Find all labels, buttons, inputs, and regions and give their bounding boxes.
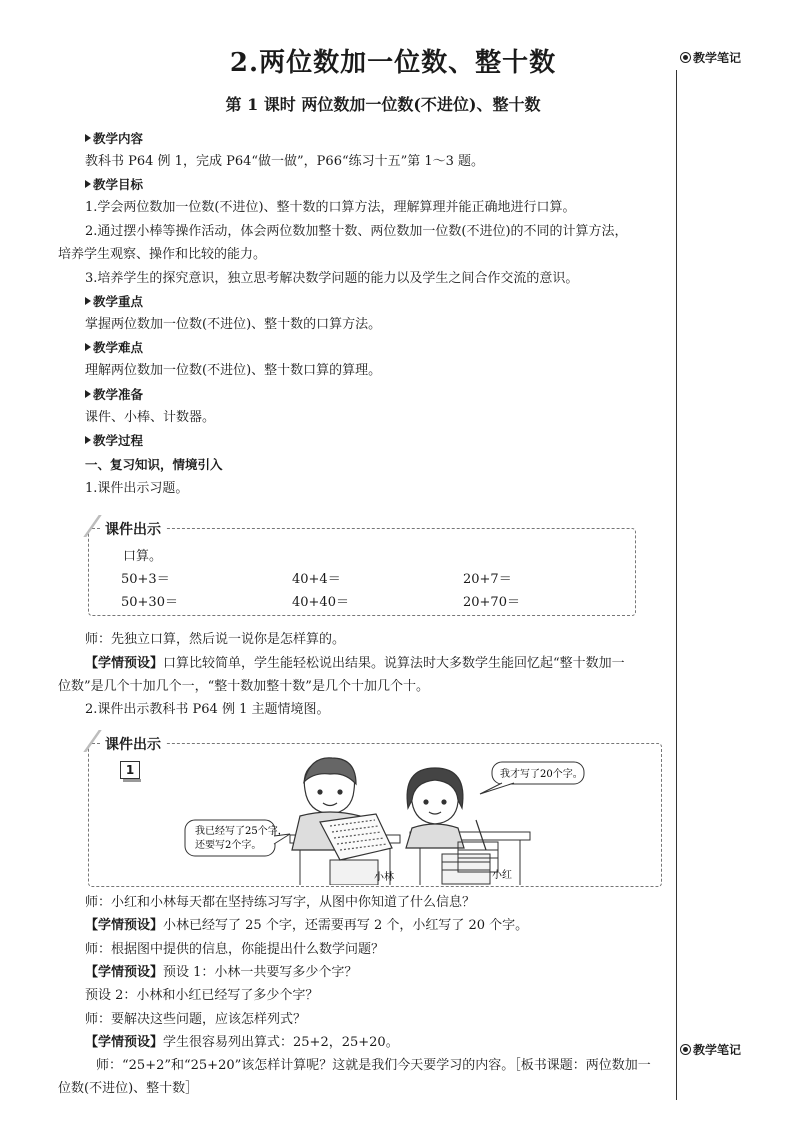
section-heading-review: 一、复习知识，情境引入: [85, 457, 223, 472]
oral-calc-item: 50+3＝: [121, 572, 170, 587]
triangle-bullet-icon: [85, 436, 91, 444]
text-line: 1.学会两位数加一位数(不进位)、整十数的口算方法，理解算理并能正确地进行口算。: [85, 200, 576, 215]
oral-calc-item: 40+4＝: [292, 572, 341, 587]
text-line: 教科书 P64 例 1，完成 P64“做一做”，P66“练习十五”第 1～3 题。: [85, 154, 485, 169]
oral-calc-item: 20+70＝: [463, 595, 520, 610]
courseware-tag: 课件出示: [101, 734, 165, 754]
side-note-label-top: 教学笔记: [680, 49, 741, 66]
triangle-bullet-icon: [85, 180, 91, 188]
text-line: 2.通过摆小棒等操作活动，体会两位数加整十数、两位数加一位数(不进位)的不同的计算方法，: [85, 224, 628, 239]
page-title: 2.两位数加一位数、整十数: [229, 48, 557, 78]
text-line: 师：先独立口算，然后说一说你是怎样算的。: [85, 632, 346, 647]
heading-content: 教学内容: [85, 129, 143, 149]
courseware-box-1: [88, 522, 636, 616]
text-line: 预设 2：小林和小红已经写了多少个字？: [85, 988, 319, 1003]
notes-column-divider: [676, 70, 677, 1100]
triangle-bullet-icon: [85, 134, 91, 142]
bubble-right-text: 我才写了20个字。: [500, 769, 583, 780]
text-line: 位数(不进位)、整十数］: [58, 1081, 199, 1096]
oral-calc-item: 20+7＝: [463, 572, 512, 587]
scene-illustration: [180, 750, 600, 885]
name-label-left: 小林: [374, 872, 394, 883]
heading-difficulties: 教学难点: [85, 338, 143, 358]
circle-bullet-icon: [680, 1044, 691, 1055]
text-line: 培养学生观察、操作和比较的能力。: [58, 247, 267, 262]
text-line: 3.培养学生的探究意识，独立思考解决数学问题的能力以及学生之间合作交流的意识。: [85, 271, 579, 286]
text-line: 师：根据图中提供的信息，你能提出什么数学问题？: [85, 942, 385, 957]
text-line: 2.课件出示教科书 P64 例 1 主题情境图。: [85, 702, 330, 717]
example-number: 1: [120, 761, 140, 779]
courseware-tag: 课件出示: [101, 519, 165, 539]
heading-preparation: 教学准备: [85, 385, 143, 405]
text-line: 【学情预设】小林已经写了 25 个字，还需要再写 2 个，小红写了 20 个字。: [85, 918, 529, 933]
boy-figure: [292, 758, 392, 860]
text-line: 位数”是几个十加几个一，“整十数加整十数”是几个十加几个十。: [58, 679, 429, 694]
text-line: 师：小红和小林每天都在坚持练习写字，从图中你知道了什么信息？: [85, 895, 476, 910]
heading-key-points: 教学重点: [85, 292, 143, 312]
heading-process: 教学过程: [85, 431, 143, 451]
text-line: 【学情预设】学生很容易列出算式：25+2，25+20。: [85, 1035, 399, 1050]
heading-goals: 教学目标: [85, 175, 143, 195]
oral-calc-item: 50+30＝: [121, 595, 178, 610]
box-prompt: 口算。: [123, 549, 163, 564]
bubble-left-line1: 我已经写了25个字，: [195, 826, 288, 837]
text-line: 理解两位数加一位数(不进位)、整十数口算的算理。: [85, 363, 382, 378]
text-line: 课件、小棒、计数器。: [85, 410, 216, 425]
text-line: 【学情预设】口算比较简单，学生能轻松说出结果。说算法时大多数学生能回忆起“整十数加一: [85, 656, 625, 671]
oral-calc-item: 40+40＝: [292, 595, 349, 610]
bubble-left-line2: 还要写2个字。: [195, 840, 262, 851]
triangle-bullet-icon: [85, 390, 91, 398]
triangle-bullet-icon: [85, 297, 91, 305]
text-line: 掌握两位数加一位数(不进位)、整十数的口算方法。: [85, 317, 382, 332]
lesson-subtitle: 第 1 课时 两位数加一位数(不进位)、整十数: [225, 95, 541, 114]
side-note-label-bottom: 教学笔记: [680, 1041, 741, 1058]
triangle-bullet-icon: [85, 343, 91, 351]
text-line: 师：“25+2”和“25+20”该怎样计算呢？这就是我们今天要学习的内容。［板书课题：两位数加一: [96, 1058, 651, 1073]
name-label-right: 小红: [492, 870, 512, 881]
text-line: 【学情预设】预设 1：小林一共要写多少个字？: [85, 965, 358, 980]
text-line: 1.课件出示习题。: [85, 481, 189, 496]
text-line: 师：要解决这些问题，应该怎样列式？: [85, 1012, 307, 1027]
